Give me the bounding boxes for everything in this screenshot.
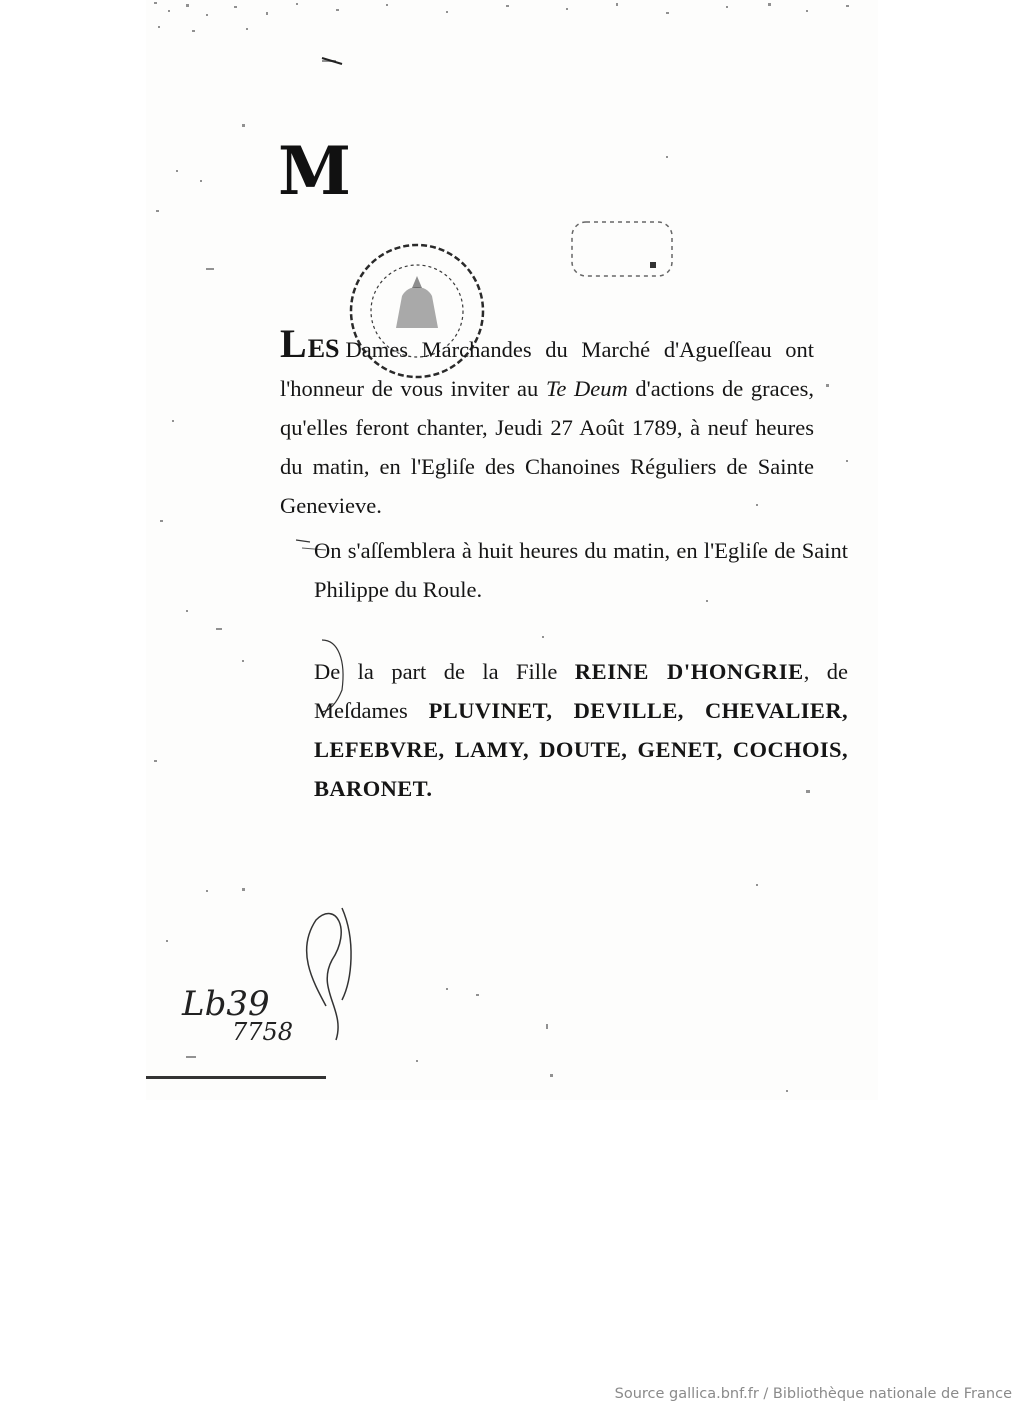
- shelfmark-rule: [146, 1076, 326, 1079]
- signatories-mid: , de Meſdames: [314, 659, 848, 723]
- reine-dhongrie-caps: REINE D'HONGRIE: [574, 659, 804, 684]
- te-deum-italic: Te Deum: [545, 376, 628, 401]
- invitation-tail: d'actions de graces, qu'elles feront chanter, Jeudi 27 Août 1789, à neuf heures du matin, en l'Egliſe des Chanoines Réguliers de Sainte Genevieve.: [280, 376, 815, 518]
- shelfmark-line1: Lb39: [182, 984, 270, 1024]
- lead-small-caps: ES: [307, 334, 340, 363]
- source-credit: Source gallica.bnf.fr / Bibliothèque nationale de France: [614, 1386, 1012, 1402]
- lead-capital: L: [280, 321, 308, 366]
- drop-initial-letter: M: [278, 132, 352, 210]
- signatories-intro: De la part de la Fille: [314, 659, 575, 684]
- shelfmark-line2: 7758: [232, 1018, 294, 1046]
- scanned-page: [146, 0, 878, 1100]
- invitation-paragraph: [280, 321, 815, 525]
- signatory-names: PLUVINET, DEVILLE, CHEVALIER, LEFEBVRE, LAMY, DOUTE, GENET, COCHOIS, BARONET.: [314, 698, 848, 801]
- invitation-body: Dames Marchandes du Marché d'Agueſſeau ont l'honneur de vous inviter au: [280, 337, 814, 401]
- signatories-paragraph: [280, 652, 848, 808]
- assembly-paragraph: On s'aſſemblera à huit heures du matin, en l'Egliſe de Saint Philippe du Roule.: [314, 538, 848, 602]
- shelfmark-annotation: [182, 984, 293, 1046]
- faded-stamp-mark: [566, 214, 686, 284]
